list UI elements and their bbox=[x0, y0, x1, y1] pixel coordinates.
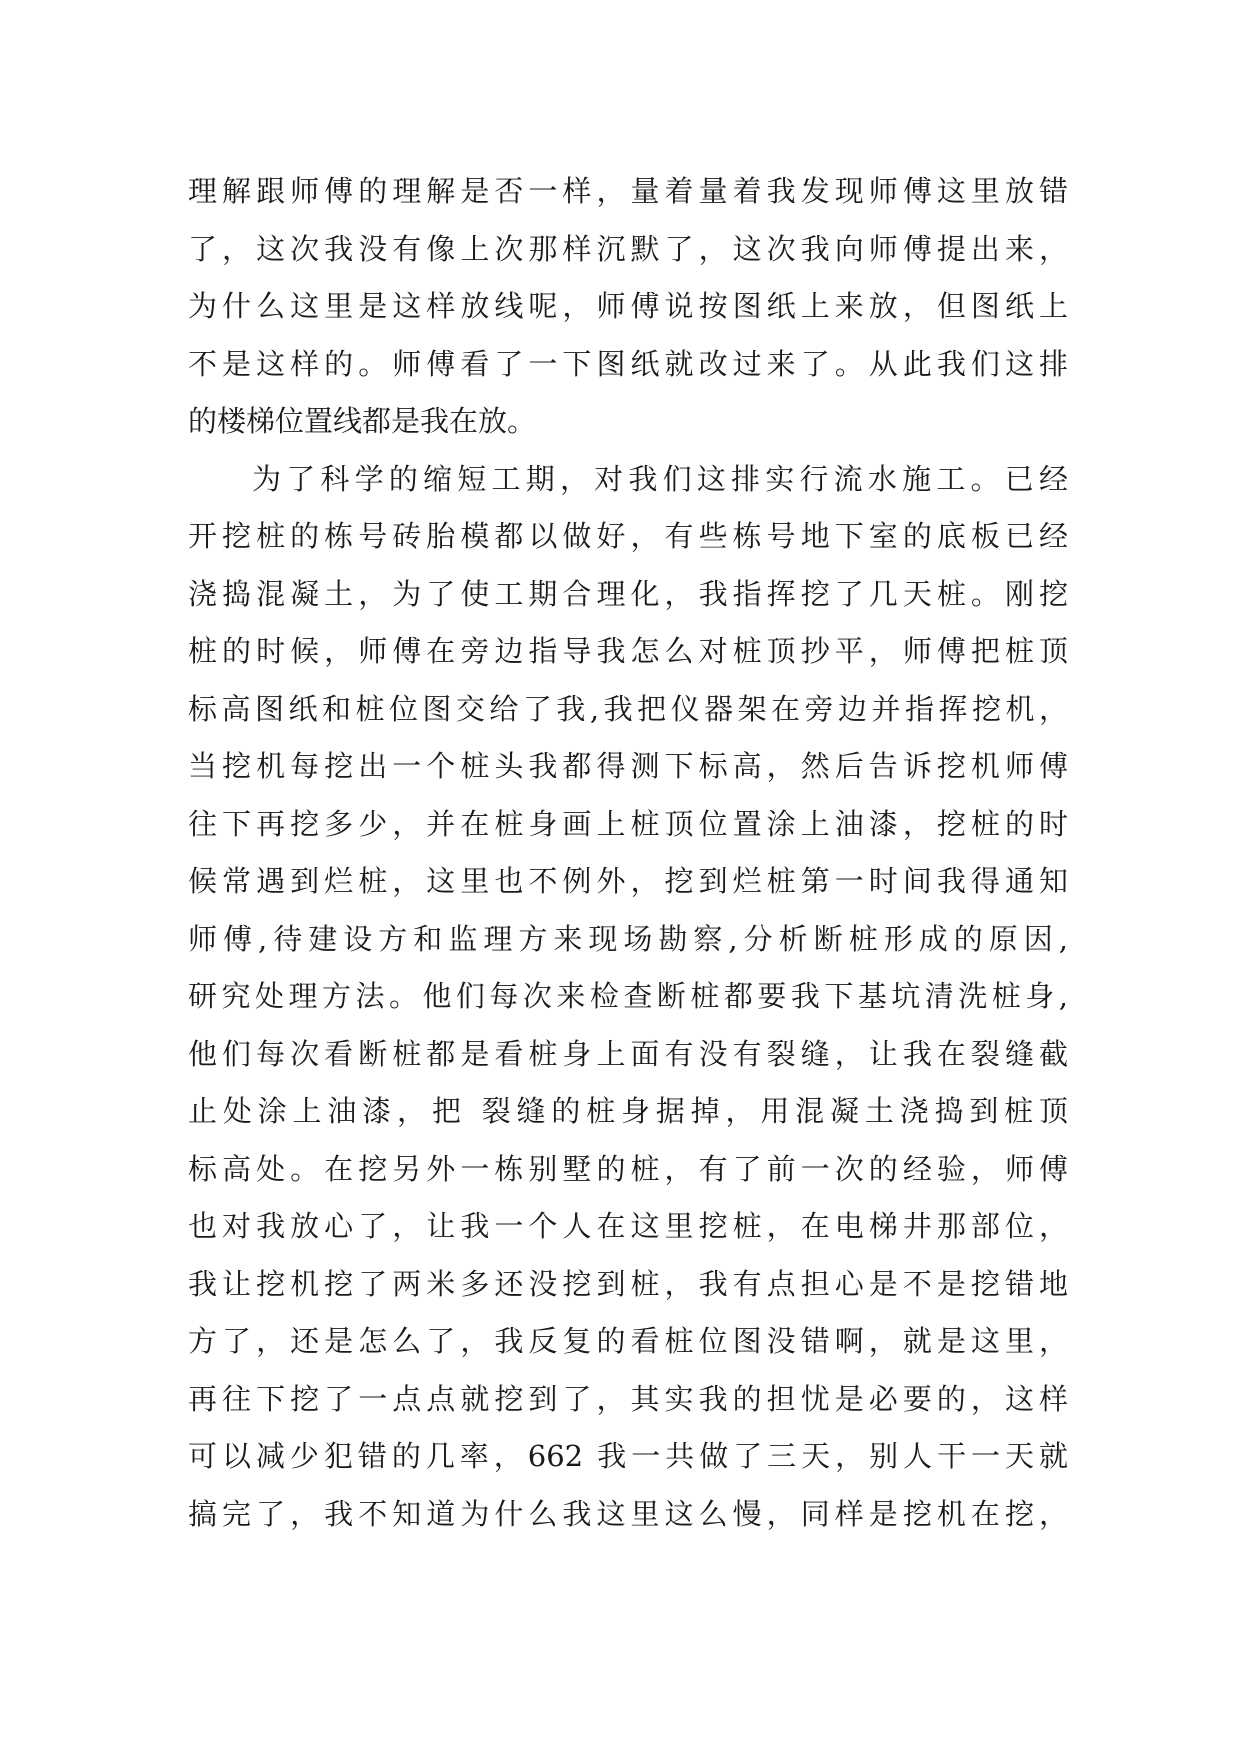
text-line: 桩的时候，师傅在旁边指导我怎么对桩顶抄平，师傅把桩顶 bbox=[188, 634, 1068, 668]
text-line: 了，这次我没有像上次那样沉默了，这次我向师傅提出来， bbox=[188, 231, 1068, 266]
text-line: 候常遇到烂桩，这里也不例外，挖到烂桩第一时间我得通知 bbox=[188, 864, 1068, 898]
text-line: 再往下挖了一点点就挖到了，其实我的担忧是必要的，这样 bbox=[188, 1381, 1068, 1416]
text-line: 可以减少犯错的几率，662 我一共做了三天，别人干一天就 bbox=[188, 1439, 1068, 1473]
text-line: 师傅,待建设方和监理方来现场勘察,分析断桩形成的原因, bbox=[188, 921, 1068, 956]
text-line: 我让挖机挖了两米多还没挖到桩，我有点担心是不是挖错地 bbox=[188, 1266, 1068, 1301]
text-line: 止处涂上油漆，把 裂缝的桩身据掉，用混凝土浇捣到桩顶 bbox=[188, 1094, 1068, 1128]
text-line: 当挖机每挖出一个桩头我都得测下标高，然后告诉挖机师傅 bbox=[188, 749, 1068, 783]
text-line: 研究处理方法。他们每次来检查断桩都要我下基坑清洗桩身, bbox=[188, 979, 1068, 1013]
text-line: 方了，还是怎么了，我反复的看桩位图没错啊，就是这里， bbox=[188, 1324, 1068, 1358]
text-line: 为什么这里是这样放线呢，师傅说按图纸上来放，但图纸上 bbox=[188, 289, 1068, 323]
paragraph-end-line: 的楼梯位置线都是我在放。 bbox=[188, 404, 537, 438]
text-line: 标高处。在挖另外一栋别墅的桩，有了前一次的经验，师傅 bbox=[188, 1151, 1068, 1186]
text-line: 他们每次看断桩都是看桩身上面有没有裂缝，让我在裂缝截 bbox=[188, 1036, 1068, 1071]
text-line: 标高图纸和桩位图交给了我,我把仪器架在旁边并指挥挖机， bbox=[188, 691, 1068, 726]
body-text bbox=[188, 163, 1068, 1543]
paragraph-first-line: 为了科学的缩短工期，对我们这排实行流水施工。已经 bbox=[252, 461, 1068, 496]
text-line: 浇捣混凝土，为了使工期合理化，我指挥挖了几天桩。刚挖 bbox=[188, 576, 1068, 611]
text-line: 不是这样的。师傅看了一下图纸就改过来了。从此我们这排 bbox=[188, 346, 1068, 381]
text-line: 往下再挖多少，并在桩身画上桩顶位置涂上油漆，挖桩的时 bbox=[188, 806, 1068, 841]
text-line: 搞完了，我不知道为什么我这里这么慢，同样是挖机在挖， bbox=[188, 1496, 1068, 1531]
text-line: 也对我放心了，让我一个人在这里挖桩，在电梯井那部位， bbox=[188, 1209, 1068, 1243]
text-line: 开挖桩的栋号砖胎模都以做好，有些栋号地下室的底板已经 bbox=[188, 519, 1068, 553]
text-line: 理解跟师傅的理解是否一样，量着量着我发现师傅这里放错 bbox=[188, 174, 1068, 208]
